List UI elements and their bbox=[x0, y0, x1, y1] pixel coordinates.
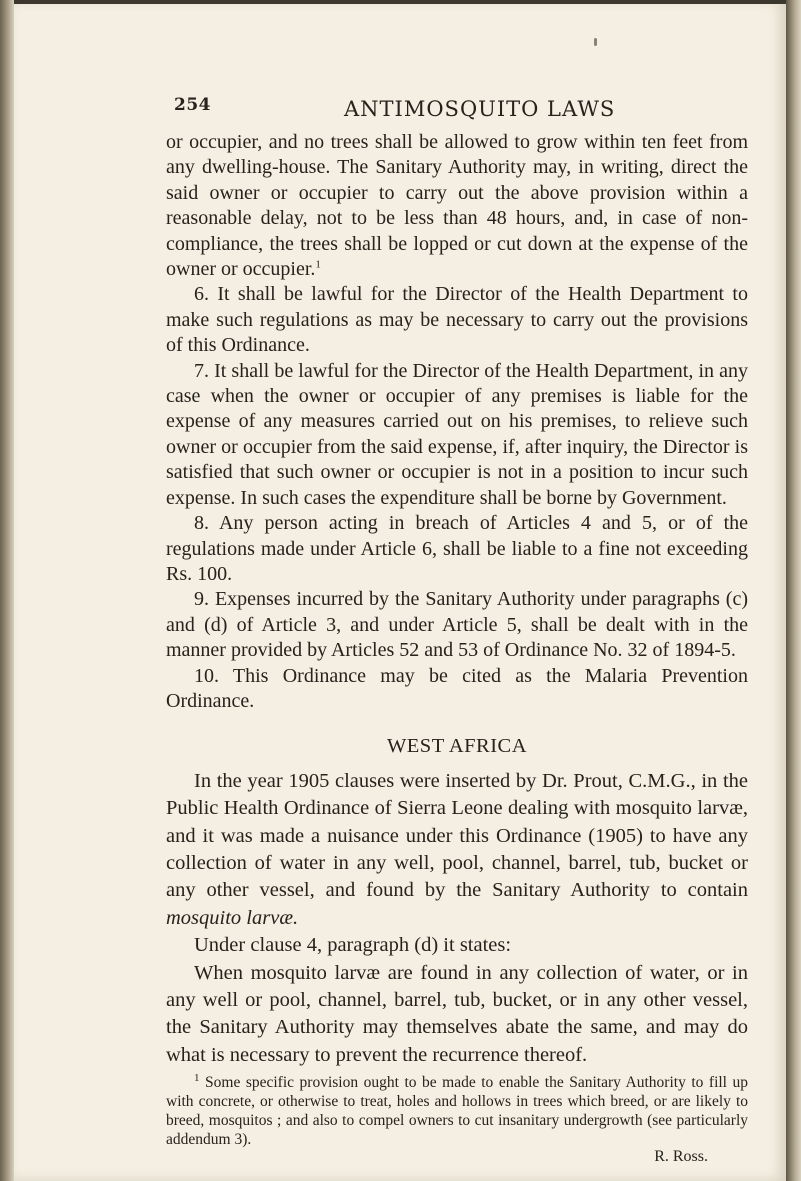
page-edge-right bbox=[786, 0, 801, 1181]
west-africa-paragraph-1-text: In the year 1905 clauses were inserted by Dr. Prout, C.M.G., in the Public Health Ordinance of Sierra Leone dealing with mosquito larvæ, and it was made a nuisance under this Ordinance (1905) to have any collection of water in any well, pool, channel, barrel, tub, bucket or any other vessel, and found by the Sanitary Authority to contain bbox=[166, 769, 748, 902]
article-10: 10. This Ordinance may be cited as the Malaria Prevention Ordinance. bbox=[166, 664, 748, 712]
continued-paragraph bbox=[166, 130, 748, 282]
article-8: 8. Any person acting in breach of Articles 4 and 5, or of the regulations made under Article 6, shall be liable to a fine not exceeding Rs. 100. bbox=[166, 512, 748, 585]
west-africa-paragraph-1-italic: mosquito larvæ. bbox=[166, 906, 299, 929]
book-page bbox=[14, 0, 789, 1181]
footnote-reference: 1 bbox=[315, 258, 321, 271]
book-binding bbox=[0, 0, 14, 1181]
footnote-marker: 1 bbox=[194, 1072, 200, 1085]
article-6: 6. It shall be lawful for the Director of the Health Department to make such regulations as may be necessary to carry out the provisions of this Ordinance. bbox=[166, 283, 748, 357]
article-9: 9. Expenses incurred by the Sanitary Authority under paragraphs (c) and (d) of Article 3, and under Article 5, shall be dealt with in the manner provided by Articles 52 and 53 of Ordinance No. 32 of 1894-5. bbox=[166, 588, 748, 662]
page-top-edge bbox=[14, 0, 786, 4]
section-heading-west-africa: WEST AFRICA bbox=[386, 735, 528, 758]
footnote bbox=[166, 1073, 748, 1149]
footnote-text: Some specific provision ought to be made to enable the Sanitary Authority to fill up with concrete, or otherwise to treat, holes and hollows in trees which breed, or are likely to breed, mosquitos ; and also to compel owners to cut insanitary undergrowth (see particularly addendum 3). bbox=[166, 1074, 748, 1149]
continued-paragraph-text: or occupier, and no trees shall be allowed to grow within ten feet from any dwelling-house. The Sanitary Authority may, in writing, direct the said owner or occupier to carry out the above provision within a reasonable delay, not to be less than 48 hours, and, in case of non-compliance, the trees shall be lopped or cut down at the expense of the owner or occupier. bbox=[166, 131, 748, 281]
page-speck bbox=[594, 38, 597, 46]
west-africa-paragraph-1 bbox=[166, 768, 748, 932]
running-title: ANTIMOSQUITO LAWS bbox=[344, 97, 616, 121]
footnote-signature: R. Ross. bbox=[654, 1148, 708, 1166]
west-africa-paragraph-2: Under clause 4, paragraph (d) it states: bbox=[194, 934, 512, 957]
article-7: 7. It shall be lawful for the Director of the Health Department, in any case when the owner or occupier of any premises is liable for the expense of any measures carried out on his premises, to relieve such owner or occupier from the said expense, if, after inquiry, the Director is satisfied that such owner or occupier is not in a position to incur such expense. In such cases the expenditure shall be borne by Government. bbox=[166, 359, 748, 509]
body-text bbox=[166, 130, 748, 1165]
west-africa-section bbox=[166, 768, 748, 1069]
page-number: 254 bbox=[174, 95, 211, 115]
page-header bbox=[14, 95, 786, 125]
west-africa-quote: When mosquito larvæ are found in any collection of water, or in any well or pool, channel, barrel, tub, bucket, or in any other vessel, the Sanitary Authority may themselves abate the same, and may do what is necessary to prevent the recurrence thereof. bbox=[166, 961, 748, 1066]
